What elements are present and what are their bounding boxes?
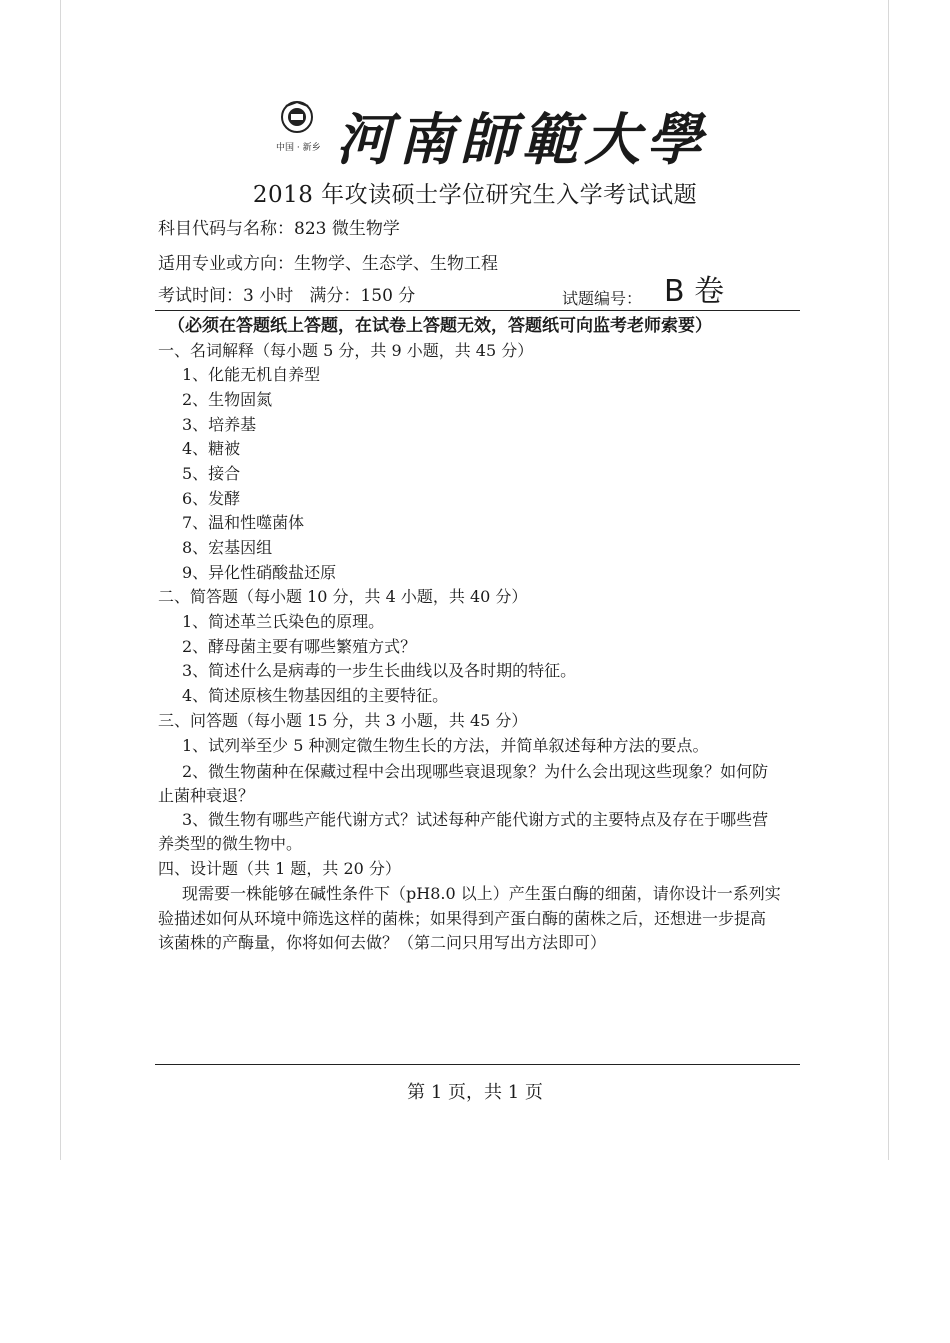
section-title: 二、简答题（每小题 10 分，共 4 小题，共 40 分） [158, 587, 528, 606]
list-item: 4、简述原核生物基因组的主要特征。 [182, 686, 449, 705]
header-rule [155, 310, 800, 311]
paper-number-label: 试题编号： [562, 289, 643, 308]
list-item: 3、培养基 [182, 415, 257, 434]
university-header [0, 96, 950, 173]
exam-title: 2018 年攻读硕士学位研究生入学考试试题 [252, 182, 698, 208]
list-item: 4、糖被 [182, 439, 241, 458]
list-item: 2、酵母菌主要有哪些繁殖方式？ [182, 637, 417, 656]
list-item: 9、异化性硝酸盐还原 [182, 563, 337, 582]
list-item: 8、宏基因组 [182, 538, 273, 557]
section-title: 一、名词解释（每小题 5 分，共 9 小题，共 45 分） [158, 341, 534, 360]
subject-line: 科目代码与名称：823 微生物学 [158, 219, 400, 239]
design-question-line: 现需要一株能够在碱性条件下（pH8.0 以上）产生蛋白酶的细菌，请你设计一系列实 [182, 884, 781, 903]
list-item: 7、温和性噬菌体 [182, 513, 305, 532]
list-item: 2、生物固氮 [182, 390, 273, 409]
majors-line: 适用专业或方向：生物学、生态学、生物工程 [158, 254, 498, 274]
page-number: 第 1 页，共 1 页 [407, 1082, 543, 1103]
time-score-line: 考试时间：3 小时 满分：150 分 [158, 286, 416, 306]
footer-rule [155, 1064, 800, 1065]
paper-version-handwritten: B 卷 [664, 274, 725, 309]
list-item: 3、简述什么是病毒的一步生长曲线以及各时期的特征。 [182, 661, 577, 680]
answer-instruction: （必须在答题纸上答题，在试卷上答题无效，答题纸可向监考老师索要） [168, 316, 712, 336]
design-question-line: 该菌株的产酶量，你将如何去做？（第二问只用写出方法即可） [158, 933, 607, 952]
university-name: 河南師範大學 [336, 107, 708, 173]
list-item: 5、接合 [182, 464, 241, 483]
scan-edge-left [60, 0, 61, 1160]
list-item: 2、微生物菌种在保藏过程中会出现哪些衰退现象？为什么会出现这些现象？如何防 [182, 762, 769, 781]
list-item: 1、简述革兰氏染色的原理。 [182, 612, 385, 631]
section-title: 四、设计题（共 1 题，共 20 分） [158, 859, 401, 878]
list-item: 1、试列举至少 5 种测定微生物生长的方法，并简单叙述每种方法的要点。 [182, 736, 709, 755]
list-item-continuation: 止菌种衰退？ [158, 786, 255, 805]
list-item: 1、化能无机自养型 [182, 365, 321, 384]
section-title: 三、问答题（每小题 15 分，共 3 小题，共 45 分） [158, 711, 528, 730]
list-item: 3、微生物有哪些产能代谢方式？试述每种产能代谢方式的主要特点及存在于哪些营 [182, 810, 769, 829]
design-question-line: 验描述如何从环境中筛选这样的菌株；如果得到产蛋白酶的菌株之后，还想进一步提高 [158, 909, 767, 928]
university-emblem-icon [280, 100, 314, 134]
scan-edge-right [888, 0, 889, 1160]
emblem-caption: 中国 · 新乡 [276, 143, 321, 153]
list-item-continuation: 养类型的微生物中。 [158, 834, 303, 853]
list-item: 6、发酵 [182, 489, 241, 508]
